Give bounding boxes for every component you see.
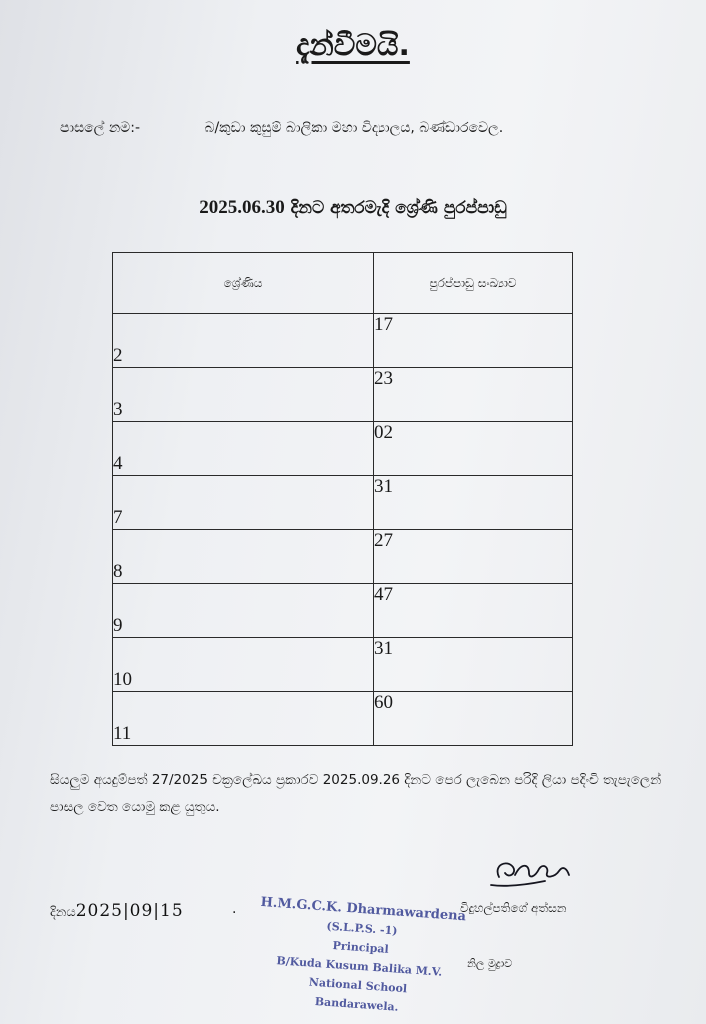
count-cell: 60	[374, 692, 573, 746]
date-value: 2025|09|15	[75, 901, 184, 921]
count-cell: 31	[374, 638, 573, 692]
count-cell: 31	[374, 476, 573, 530]
grade-cell: 7	[113, 476, 374, 530]
vacancies-heading	[0, 197, 706, 219]
heading-text: දිනට අතරමැදි ශ්‍රේණි පුරප්පාඩු	[290, 198, 507, 218]
vacancy-count-column-header: පුරප්පාඩු සංඛ්‍යාව	[374, 253, 573, 314]
application-note: සියලුම අයදුම්පත් 27/2025 චක්‍රලේඛය ප්‍රකාරව 2025.09.26 දිනට පෙර ලැබෙන පරිදි ලියා පදිංචි තැපැලෙන් පාසල වෙත යොමු කළ යුතුය.	[50, 772, 662, 815]
count-cell: 02	[374, 422, 573, 476]
grade-cell: 2	[113, 314, 374, 368]
principal-stamp	[251, 893, 468, 1021]
notice-title-text: දැන්වීමයි.	[296, 28, 410, 63]
table-row	[113, 368, 573, 422]
principal-signature	[485, 855, 575, 895]
vacancy-table	[112, 252, 573, 746]
grade-cell: 8	[113, 530, 374, 584]
school-name-row	[60, 120, 503, 136]
table-row	[113, 314, 573, 368]
date-label: දිනය	[50, 905, 76, 920]
stamp-line-town: Bandarawela.	[314, 994, 399, 1014]
notice-title	[0, 28, 706, 63]
signature-label: විදුහල්පතිගේ අත්සන	[460, 901, 567, 915]
grade-cell: 4	[113, 422, 374, 476]
count-cell: 47	[374, 584, 573, 638]
stamp-line-school: B/Kuda Kusum Balika M.V.	[276, 954, 443, 979]
table-row	[113, 692, 573, 746]
table-row	[113, 476, 573, 530]
stamp-line-type: National School	[308, 975, 408, 996]
school-name-value: බ/කුඩා කුසුම් බාලිකා මහා විද්‍යාලය, බණ්ඩාරවෙල.	[204, 120, 504, 136]
stamp-line-grade: (S.L.P.S. -1)	[326, 919, 398, 938]
table-row	[113, 638, 573, 692]
dot-mark: ·	[232, 905, 237, 921]
table-row	[113, 530, 573, 584]
count-cell: 17	[374, 314, 573, 368]
grade-cell: 9	[113, 584, 374, 638]
stamp-line-title: Principal	[332, 939, 390, 956]
seal-note: නිල මුද්‍රාව	[467, 957, 513, 970]
grade-cell: 10	[113, 638, 374, 692]
count-cell: 23	[374, 368, 573, 422]
date-field	[50, 901, 184, 921]
heading-date: 2025.06.30	[199, 197, 285, 218]
table-row	[113, 422, 573, 476]
stamp-line-name: H.M.G.C.K. Dharmawardena	[260, 894, 467, 925]
table-header-row	[113, 253, 573, 314]
count-cell: 27	[374, 530, 573, 584]
grade-cell: 11	[113, 692, 374, 746]
table-row	[113, 584, 573, 638]
grade-column-header: ශ්‍රේණිය	[113, 253, 374, 314]
school-name-label: පාසලේ නම:-	[60, 120, 141, 136]
grade-cell: 3	[113, 368, 374, 422]
